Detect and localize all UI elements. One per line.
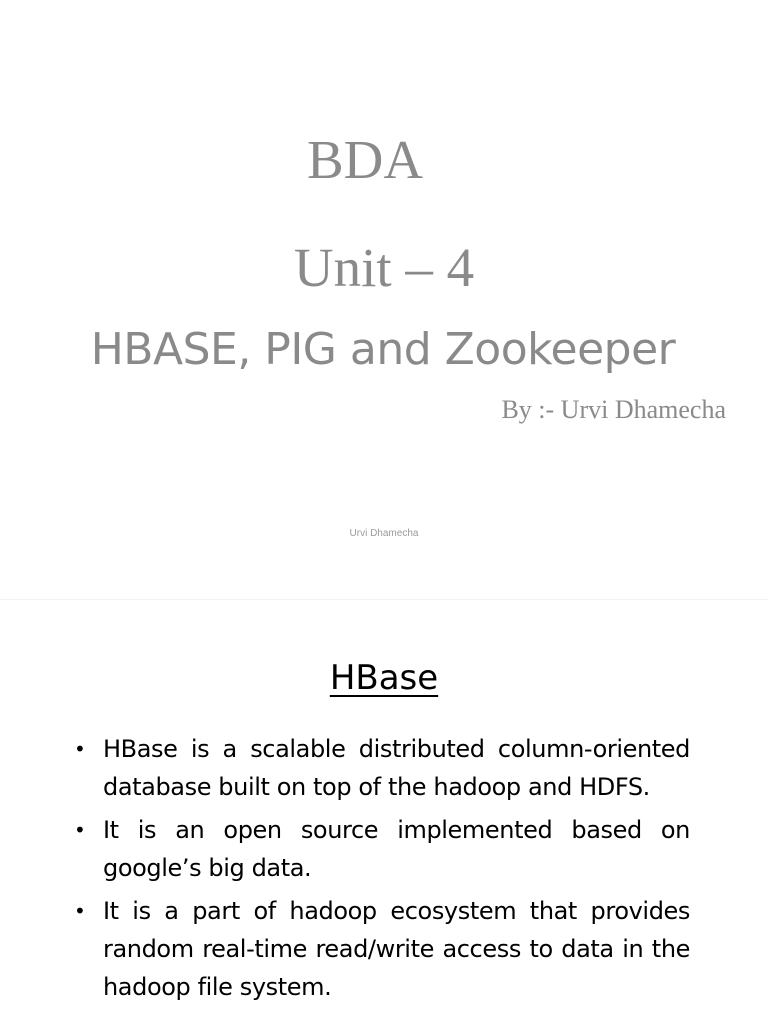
slide-title: BDA xyxy=(306,129,424,190)
slide-footer: Urvi Dhamecha xyxy=(349,528,419,539)
bullet-text: It is an open source implemented based on google’s big data. xyxy=(103,816,690,882)
unit-label: Unit – 4 xyxy=(293,237,475,298)
bullet-icon: • xyxy=(74,899,86,923)
content-slide xyxy=(0,600,768,1024)
bullet-item xyxy=(72,730,690,806)
bullet-text: HBase is a scalable distributed column-oriented database built on top of the hadoop and HDFS. xyxy=(103,735,690,801)
bullet-icon: • xyxy=(74,818,86,842)
bullet-icon: • xyxy=(74,737,86,761)
bullet-item xyxy=(72,892,690,1006)
heading-text: HBase xyxy=(329,658,439,698)
bullet-list xyxy=(72,730,690,1011)
author-line: By :- Urvi Dhamecha xyxy=(501,395,726,424)
slide-subtitle: HBASE, PIG and Zookeeper xyxy=(90,324,676,375)
bullet-item xyxy=(72,811,690,887)
slide-heading xyxy=(0,654,768,702)
bullet-text: It is a part of hadoop ecosystem that provides random real-time read/write access to data in the hadoop file system. xyxy=(103,897,690,1001)
